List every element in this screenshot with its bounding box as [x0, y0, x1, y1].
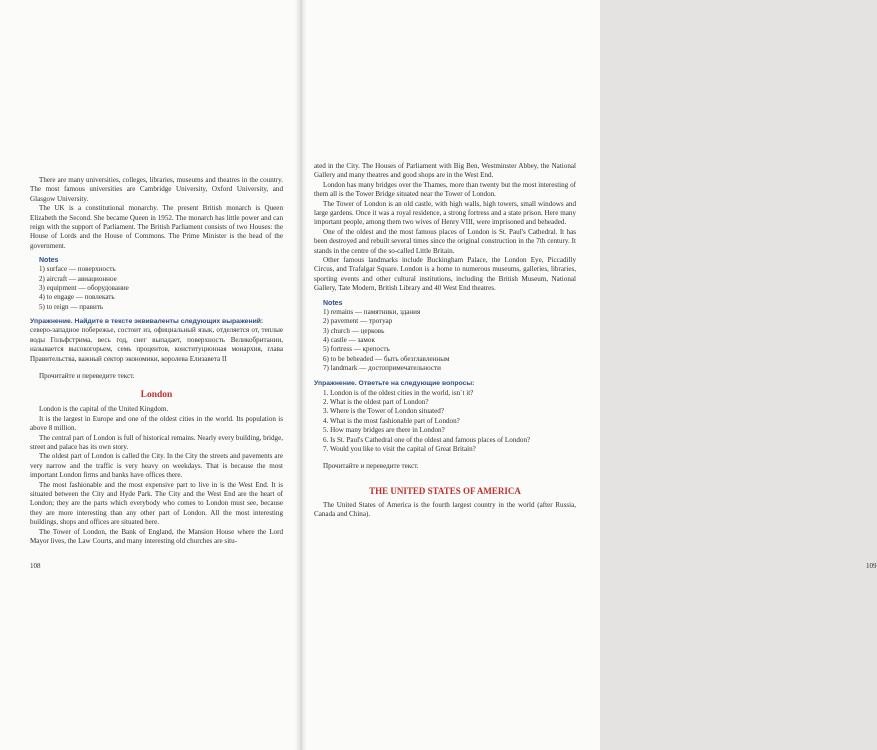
- exercise-heading: Упражнение. Найдите в тексте эквиваленты следующих выражений:: [30, 318, 264, 326]
- question-item: 1. London is of the oldest cities in the world, isn`t it?: [323, 388, 474, 397]
- note-item: 1) surface — поверхность: [39, 265, 116, 274]
- section-title-usa: THE UNITED STATES OF AMERICA: [369, 485, 521, 496]
- note-item: 5) fortress — крепость: [323, 345, 390, 354]
- note-item: 4) to engage — повлекать: [39, 293, 115, 302]
- london-paragraph: Other famous landmarks include Buckingham Palace, the London Eye, Piccadilly Circus, and Trafalgar Square. London is a home to numerous museums, galleries, libraries, sporting events and other cultural institutions, including the British Museum, National Gallery, Tate Modern, British Library and 40 West End theatres.: [314, 256, 576, 293]
- london-paragraph: It is the largest in Europe and one of the oldest cities in the world. Its population is above 8 million.: [30, 414, 283, 433]
- right-column: [314, 162, 576, 520]
- london-paragraph: London has many bridges over the Thames, more than twenty but the most interesting of them all is the Tower Bridge situated near the Tower of London.: [314, 180, 576, 199]
- intro-paragraph: There are many universities, colleges, libraries, museums and theatres in the country. The most famous universities are Cambridge University, Oxford University, and Glasgow University.: [30, 176, 283, 203]
- london-paragraph: One of the oldest and the most famous places of London is St. Paul's Cathedral. It has been destroyed and rebuilt several times since the original construction in the 7th century. It stands in the centre of the so-called Little Britain.: [314, 227, 576, 255]
- question-item: 4. What is the most fashionable part of London?: [323, 416, 460, 425]
- book-spine: [295, 0, 307, 750]
- question-item: 6. Is St. Paul's Cathedral one of the oldest and famous places of London?: [323, 435, 531, 444]
- note-item: 3) equipment — оборудование: [39, 284, 129, 293]
- question-item: 2. What is the oldest part of London?: [323, 397, 429, 406]
- note-item: 3) church — церковь: [323, 326, 385, 335]
- note-item: 7) landmark — достопримечательности: [323, 364, 441, 373]
- london-paragraph: The Tower of London, the Bank of England, the Mansion House where the Lord Mayor lives, the Law Courts, and many interesting old churches are situ-: [30, 527, 283, 545]
- question-item: 7. Would you like to visit the capital of Great Britain?: [323, 444, 476, 453]
- exercise-text: северо-западное побережье, состоит из, официальный язык, отделяется от, теплые воды Гольфстрима, весь год, снег выпадает, поверхность Великобритании, называется высокогорьем, семь процентов, конституционная монархия, глава Правительства, важный сектор экономики, королева Елизавета II: [30, 326, 283, 363]
- question-item: 5. How many bridges are there in London?: [323, 426, 445, 435]
- exercise-block: [30, 326, 283, 364]
- note-item: 4) castle — замок: [323, 335, 375, 344]
- page-number: 108: [30, 562, 41, 570]
- page-number: 109: [866, 562, 877, 570]
- notes-heading: Notes: [39, 257, 59, 265]
- question-item: 3. Where is the Tower of London situated?: [323, 407, 444, 416]
- questions-list: [314, 389, 576, 455]
- note-item: 2) aircraft — авиационное: [39, 274, 117, 283]
- note-item: 6) to be beheaded — быть обезглавленным: [323, 354, 450, 363]
- usa-paragraph: The United States of America is the fourth largest country in the world (after Russia, Canada and China).: [314, 500, 576, 519]
- note-item: 2) pavement — тротуар: [323, 317, 393, 326]
- intro-paragraph: The UK is a constitutional monarchy. The present British monarch is Queen Elizabeth the Second. She became Queen in 1952. The monarch has little power and can reign with the support of Parliament. The British Parliament consists of two Houses: the House of Lords and the House of Commons. The Prime Minister is the head of the government.: [30, 204, 283, 250]
- exercise-heading: Упражнение. Ответьте на следующие вопросы:: [314, 379, 475, 387]
- note-item: 1) remains — памятники, здания: [323, 307, 421, 316]
- notes-heading: Notes: [323, 299, 343, 307]
- notes-list: [314, 308, 576, 374]
- note-item: 5) to reign — править: [39, 302, 104, 311]
- london-paragraph: ated in the City. The Houses of Parliament with Big Ben, Westminster Abbey, the National Gallery and many theatres and good shops are in the West End.: [314, 162, 576, 180]
- instruction-text: Прочитайте и переведите текст.: [39, 371, 135, 380]
- instruction-text: Прочитайте и переведите текст.: [323, 462, 419, 471]
- london-paragraph: The central part of London is full of historical remains. Nearly every building, bridge, street and palace has its own story.: [30, 433, 283, 451]
- london-paragraph: The most fashionable and the most expensive part to live in is the West End. It is situated between the City and Hyde Park. The City and the West End are the heart of London; they are the parts which everybody who comes to London must see, because they are more interesting than any other part of London. All the most interesting buildings, shops and offices are situated here.: [30, 480, 283, 527]
- notes-list: [30, 265, 283, 312]
- left-page: [0, 0, 300, 750]
- london-paragraph: The oldest part of London is called the City. In the City the streets and pavements are very narrow and the traffic is very heavy on weekdays. That is because the most important London firms and banks have offices there.: [30, 452, 283, 480]
- left-column: [30, 176, 283, 546]
- london-paragraph: The Tower of London is an old castle, with high walls, high towers, small windows and large gardens. Once it was a royal residence, a strong fortress and a state prison. Here many important people, among them two wives of Henry VIII, were imprisoned and beheaded.: [314, 199, 576, 227]
- section-title-london: London: [140, 390, 173, 401]
- london-paragraph: London is the capital of the United Kingdom.: [39, 405, 169, 414]
